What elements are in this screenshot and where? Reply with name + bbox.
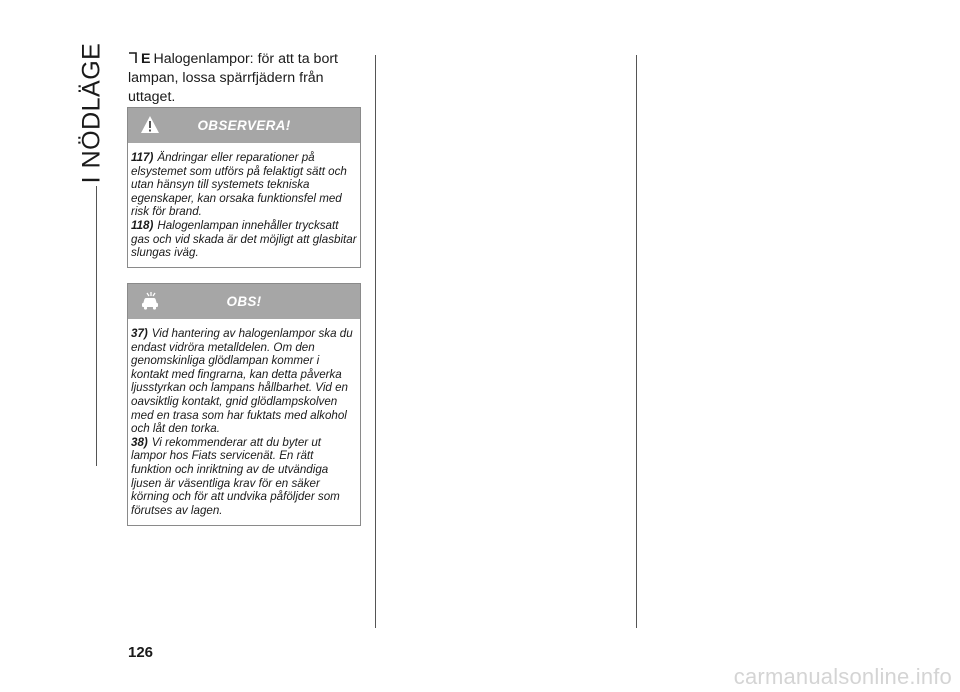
note-number: 117): [131, 151, 154, 164]
column-divider-2: [636, 55, 637, 628]
side-divider: [96, 186, 97, 466]
section-side-label: [72, 42, 112, 184]
warning-note: [131, 151, 357, 219]
column-divider-1: [375, 55, 376, 628]
obs-title: OBS!: [226, 294, 262, 309]
intro-paragraph: [128, 50, 364, 107]
obs-note: [131, 327, 357, 436]
note-number: 118): [131, 218, 154, 232]
note-text: Halogenlampan innehåller trycksatt gas och vid skada är det möjligt att glasbitar slungas iväg.: [131, 218, 357, 260]
page-number: 126: [128, 644, 154, 661]
watermark-text: carmanualsonline.info: [733, 664, 952, 689]
page-corner-marker-icon: [128, 52, 138, 64]
warning-note: [131, 219, 357, 260]
note-number: 38): [131, 435, 148, 449]
section-title: I NÖDLÄGE: [77, 42, 106, 184]
obs-note: [131, 436, 357, 518]
note-text: Vi rekommenderar att du byter ut lampor hos Fiats servicenät. En rätt funktion och inriktning av de utvändiga ljusen är väsentliga krav för en säker körning och för att undvika påföljder som förutses av lagen.: [131, 435, 340, 517]
note-text: Vid hantering av halogenlampor ska du endast vidröra metalldelen. Om den genomskinliga glödlampan kommer i kontakt med fingrarna, kan detta påverka ljusstyrkan och lampans hållbarhet. Vid en oavsiktlig kontakt, gnid glödlampskolven med en trasa som har fuktats med alkohol och låt den torka.: [131, 327, 353, 436]
warning-title: OBSERVERA!: [197, 118, 291, 133]
intro-text: Halogenlampor: för att ta bort lampan, lossa spärrfjädern från uttaget.: [128, 51, 339, 105]
obs-box: [127, 283, 361, 526]
warning-box: [127, 107, 361, 268]
warning-header: [128, 108, 360, 143]
intro-letter: E: [141, 51, 151, 67]
note-number: 37): [131, 327, 148, 340]
obs-header: [128, 284, 360, 319]
note-text: Ändringar eller reparationer på elsystemet som utförs på felaktigt sätt och utan hänsyn till systemets tekniska egenskaper, kan orsaka funktionsfel med risk för brand.: [131, 151, 347, 219]
